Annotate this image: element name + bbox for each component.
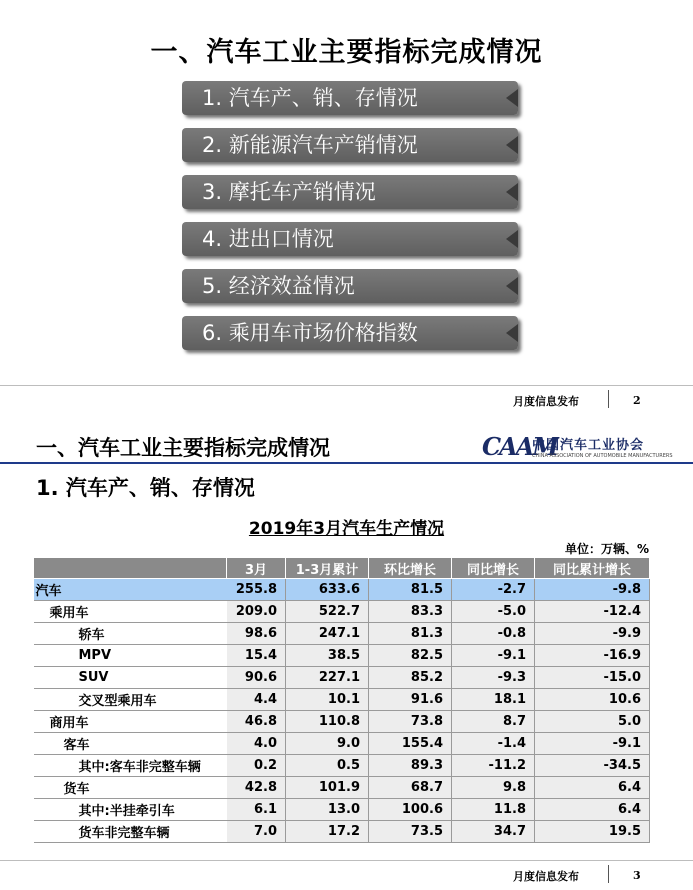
table-title	[0, 514, 693, 539]
cell-value: 10.1	[286, 689, 369, 711]
cell-value: 85.2	[369, 667, 452, 689]
triangle-icon	[506, 89, 518, 107]
cell-value: -5.0	[452, 601, 535, 623]
cell-value: -9.8	[535, 579, 650, 601]
header-cell: 环比增长	[369, 558, 452, 579]
header-cell: 同比累计增长	[535, 558, 650, 579]
menu-item-5[interactable]	[182, 269, 518, 303]
page-number: 2	[633, 394, 641, 407]
cell-value: 89.3	[369, 755, 452, 777]
footer-separator	[608, 865, 609, 883]
slide2-title: 一、汽车工业主要指标完成情况	[36, 436, 330, 460]
table-row	[34, 623, 650, 645]
menu-item-label: 4. 进出口情况	[202, 227, 334, 251]
cell-value: 6.4	[535, 777, 650, 799]
row-label: 其中:客车非完整车辆	[34, 755, 227, 777]
cell-value: 633.6	[286, 579, 369, 601]
row-label: 交叉型乘用车	[34, 689, 227, 711]
cell-value: 0.2	[227, 755, 286, 777]
caam-logo	[482, 430, 672, 470]
table-row	[34, 733, 650, 755]
cell-value: 227.1	[286, 667, 369, 689]
cell-value: -0.8	[452, 623, 535, 645]
footer-separator	[608, 390, 609, 408]
menu-item-label: 6. 乘用车市场价格指数	[202, 321, 418, 345]
cell-value: 46.8	[227, 711, 286, 733]
cell-value: 4.4	[227, 689, 286, 711]
row-label: 客车	[34, 733, 227, 755]
row-label: 货车	[34, 777, 227, 799]
cell-value: 17.2	[286, 821, 369, 843]
cell-value: 42.8	[227, 777, 286, 799]
footer-divider	[0, 860, 693, 861]
cell-value: 18.1	[452, 689, 535, 711]
table-row	[34, 689, 650, 711]
cell-value: 8.7	[452, 711, 535, 733]
header-cell: 1-3月累计	[286, 558, 369, 579]
table-row	[34, 799, 650, 821]
cell-value: 38.5	[286, 645, 369, 667]
cell-value: 90.6	[227, 667, 286, 689]
slide-2	[0, 418, 693, 890]
cell-value: -16.9	[535, 645, 650, 667]
cell-value: 100.6	[369, 799, 452, 821]
menu-item-3[interactable]	[182, 175, 518, 209]
menu-item-label: 2. 新能源汽车产销情况	[202, 133, 418, 157]
triangle-icon	[506, 324, 518, 342]
contents-menu	[182, 81, 518, 363]
cell-value: 82.5	[369, 645, 452, 667]
cell-value: -15.0	[535, 667, 650, 689]
triangle-icon	[506, 183, 518, 201]
slide1-title: 一、汽车工业主要指标完成情况	[150, 37, 543, 68]
cell-value: -9.9	[535, 623, 650, 645]
unit-label: 单位：万辆、%	[564, 542, 649, 556]
menu-item-6[interactable]	[182, 316, 518, 350]
cell-value: -11.2	[452, 755, 535, 777]
page-number: 3	[633, 869, 641, 882]
cell-value: 91.6	[369, 689, 452, 711]
table-row	[34, 645, 650, 667]
header-cell: 同比增长	[452, 558, 535, 579]
cell-value: 13.0	[286, 799, 369, 821]
cell-value: -2.7	[452, 579, 535, 601]
menu-item-1[interactable]	[182, 81, 518, 115]
cell-value: -1.4	[452, 733, 535, 755]
cell-value: 255.8	[227, 579, 286, 601]
cell-value: 10.6	[535, 689, 650, 711]
cell-value: -9.1	[452, 645, 535, 667]
cell-value: -9.1	[535, 733, 650, 755]
menu-item-2[interactable]	[182, 128, 518, 162]
cell-value: -12.4	[535, 601, 650, 623]
table-row	[34, 667, 650, 689]
footer-label: 月度信息发布	[513, 395, 579, 408]
cell-value: 98.6	[227, 623, 286, 645]
table-row	[34, 601, 650, 623]
logo-mark: CAAM	[482, 432, 557, 461]
footer-label: 月度信息发布	[513, 870, 579, 883]
table-row	[34, 777, 650, 799]
row-label: 轿车	[34, 623, 227, 645]
production-table	[33, 557, 650, 843]
logo-en-text: CHINA ASSOCIATION OF AUTOMOBILE MANUFACTURERS	[532, 453, 673, 459]
cell-value: -34.5	[535, 755, 650, 777]
cell-value: 9.0	[286, 733, 369, 755]
footer-divider	[0, 385, 693, 386]
cell-value: 0.5	[286, 755, 369, 777]
cell-value: 209.0	[227, 601, 286, 623]
table-header-row	[34, 558, 650, 579]
cell-value: 101.9	[286, 777, 369, 799]
table-row	[34, 579, 650, 601]
row-label: 商用车	[34, 711, 227, 733]
cell-value: 73.8	[369, 711, 452, 733]
cell-value: 81.5	[369, 579, 452, 601]
cell-value: 110.8	[286, 711, 369, 733]
cell-value: 15.4	[227, 645, 286, 667]
cell-value: 247.1	[286, 623, 369, 645]
row-label: MPV	[34, 645, 227, 667]
row-label: 货车非完整车辆	[34, 821, 227, 843]
cell-value: 4.0	[227, 733, 286, 755]
menu-item-4[interactable]	[182, 222, 518, 256]
cell-value: 73.5	[369, 821, 452, 843]
cell-value: 6.4	[535, 799, 650, 821]
row-label: 汽车	[34, 579, 227, 601]
cell-value: 6.1	[227, 799, 286, 821]
row-label: SUV	[34, 667, 227, 689]
cell-value: 9.8	[452, 777, 535, 799]
triangle-icon	[506, 136, 518, 154]
logo-cn-text: 中国汽车工业协会	[532, 438, 645, 453]
row-label: 其中:半挂牵引车	[34, 799, 227, 821]
title-underline	[0, 462, 693, 464]
table-row	[34, 821, 650, 843]
cell-value: 81.3	[369, 623, 452, 645]
cell-value: 11.8	[452, 799, 535, 821]
cell-value: 34.7	[452, 821, 535, 843]
slide-1	[0, 0, 693, 418]
cell-value: 7.0	[227, 821, 286, 843]
cell-value: 68.7	[369, 777, 452, 799]
cell-value: 5.0	[535, 711, 650, 733]
row-label: 乘用车	[34, 601, 227, 623]
section-subtitle: 1. 汽车产、销、存情况	[36, 476, 255, 500]
table-title-text: 2019年3月汽车生产情况	[248, 519, 445, 539]
cell-value: -9.3	[452, 667, 535, 689]
menu-item-label: 1. 汽车产、销、存情况	[202, 86, 418, 110]
menu-item-label: 5. 经济效益情况	[202, 274, 355, 298]
table-row	[34, 711, 650, 733]
header-cell: 3月	[227, 558, 286, 579]
cell-value: 155.4	[369, 733, 452, 755]
cell-value: 522.7	[286, 601, 369, 623]
triangle-icon	[506, 277, 518, 295]
header-cell	[34, 558, 227, 579]
triangle-icon	[506, 230, 518, 248]
table-row	[34, 755, 650, 777]
cell-value: 19.5	[535, 821, 650, 843]
menu-item-label: 3. 摩托车产销情况	[202, 180, 376, 204]
cell-value: 83.3	[369, 601, 452, 623]
